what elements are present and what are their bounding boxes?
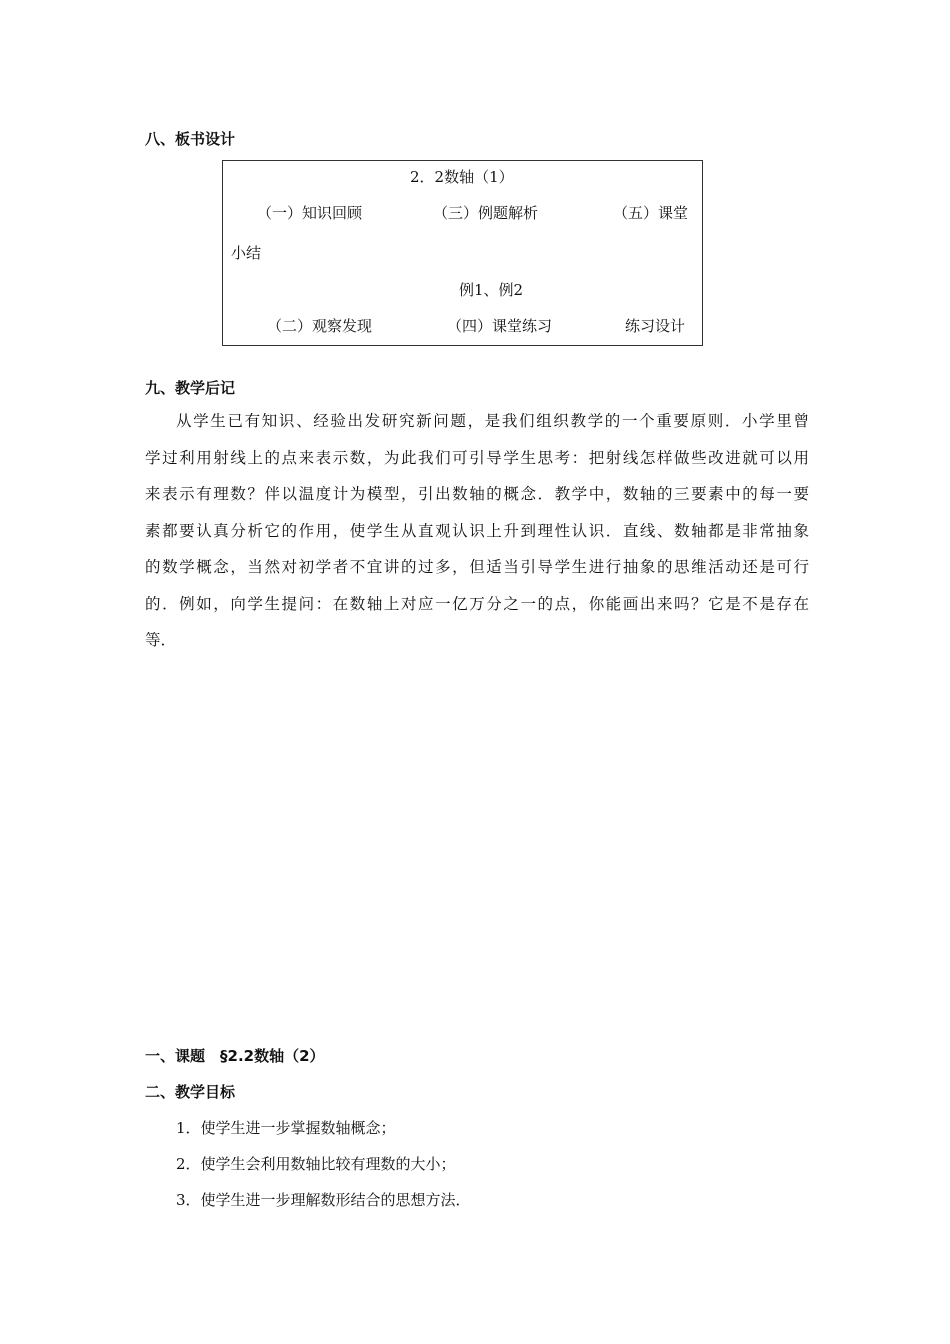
teaching-goal-1: 1．使学生进一步掌握数轴概念；: [176, 1119, 396, 1137]
board-examples: 例1、例2: [459, 281, 524, 299]
paragraph-line: 的数学概念，当然对初学者不宜讲的过多，但适当引导学生进行抽象的思维活动还是可行: [145, 558, 809, 576]
teaching-reflection-paragraph: [145, 403, 809, 659]
board-design-box: [222, 160, 703, 346]
paragraph-line: 来表示有理数？伴以温度计为模型，引出数轴的概念．教学中，数轴的三要素中的每一要: [145, 485, 809, 503]
board-item-class-practice: （四）课堂练习: [447, 317, 553, 335]
board-item-knowledge-review: （一）知识回顾: [257, 204, 363, 222]
paragraph-line: 从学生已有知识、经验出发研究新问题，是我们组织教学的一个重要原则．小学里曾: [176, 412, 809, 430]
paragraph-line: 学过利用射线上的点来表示数，为此我们可引导学生思考：把射线怎样做些改进就可以用: [145, 448, 809, 467]
teaching-goals-heading: 二、教学目标: [145, 1083, 236, 1101]
teaching-goal-3: 3．使学生进一步理解数形结合的思想方法．: [176, 1191, 471, 1209]
board-item-class-summary-part2: 小结: [231, 244, 262, 262]
lesson-topic-heading: 一、课题 §2.2数轴（2）: [145, 1047, 325, 1065]
teaching-goal-2: 2．使学生会利用数轴比较有理数的大小；: [176, 1155, 456, 1173]
board-title: 2．2数轴（1）: [410, 168, 514, 186]
section-heading-teaching-reflection: 九、教学后记: [145, 379, 236, 397]
paragraph-line: 等．: [145, 631, 177, 649]
section-heading-board-design: 八、板书设计: [145, 130, 236, 148]
board-item-example-analysis: （三）例题解析: [433, 204, 539, 222]
board-item-observe-discover: （二）观察发现: [267, 317, 373, 335]
paragraph-line: 素都要认真分析它的作用，使学生从直观认识上升到理性认识．直线、数轴都是非常抽象: [145, 521, 809, 540]
board-practice-design: 练习设计: [625, 317, 686, 335]
board-item-class-summary-part1: （五）课堂: [613, 204, 689, 222]
paragraph-line: 的．例如，向学生提问：在数轴上对应一亿万分之一的点，你能画出来吗？它是不是存在: [145, 594, 809, 613]
